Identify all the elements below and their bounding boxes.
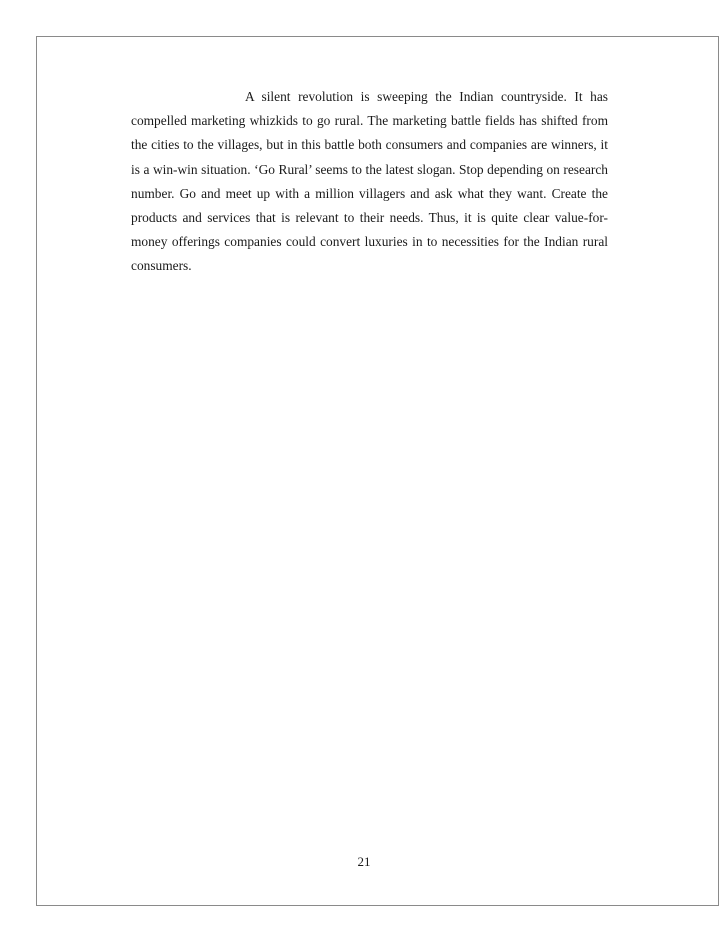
- body-paragraph: A silent revolution is sweeping the Indian countryside. It has compelled marketing whizkids to go rural. The marketing battle fields has shifted from the cities to the villages, but in this battle both consumers and companies are winners, it is a win-win situation. ‘Go Rural’ seems to the latest slogan. Stop depending on research number. Go and meet up with a million villagers and ask what they want. Create the products and services that is relevant to their needs. Thus, it is quite clear value-for-money offerings companies could convert luxuries in to necessities for the Indian rural consumers.: [131, 89, 608, 274]
- page-number: 21: [357, 854, 371, 869]
